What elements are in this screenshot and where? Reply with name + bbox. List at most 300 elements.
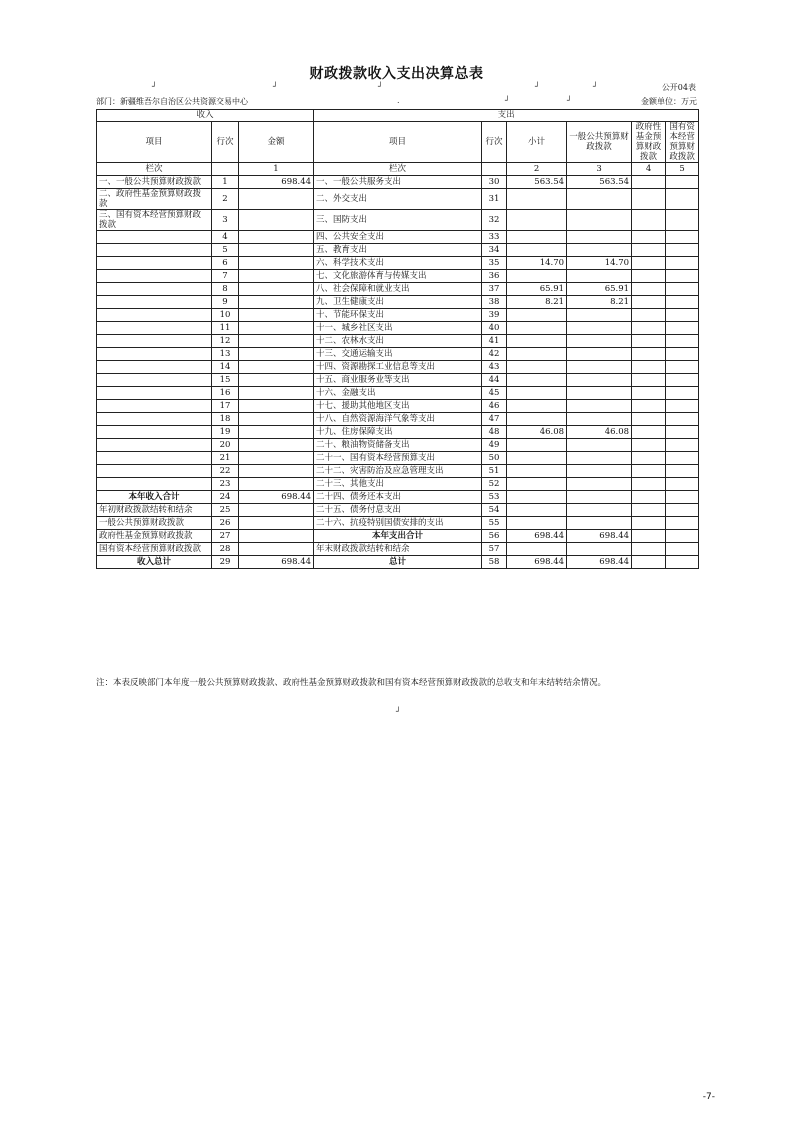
col-index-cell [482, 163, 507, 176]
state-capital-cell [666, 426, 699, 439]
gov-fund-cell [632, 478, 666, 491]
expense-item-cell: 二、外交支出 [314, 189, 482, 210]
table-row [97, 189, 699, 210]
table-row [97, 322, 699, 335]
state-capital-cell [666, 452, 699, 465]
state-capital-cell [666, 348, 699, 361]
income-item-cell: 国有资本经营预算财政拨款 [97, 543, 212, 556]
income-amount-cell [239, 210, 314, 231]
subtotal-cell [507, 465, 567, 478]
page-number: -7- [702, 1092, 715, 1102]
table-row [97, 426, 699, 439]
income-line-cell: 27 [212, 530, 239, 543]
subtotal-cell [507, 361, 567, 374]
subtotal-cell: 46.08 [507, 426, 567, 439]
general-budget-cell [567, 335, 632, 348]
subtotal-header: 小计 [507, 122, 567, 163]
income-line-cell: 23 [212, 478, 239, 491]
income-amount-cell [239, 374, 314, 387]
gov-fund-cell [632, 309, 666, 322]
subtotal-cell [507, 270, 567, 283]
state-capital-cell [666, 504, 699, 517]
income-amount-cell [239, 309, 314, 322]
general-budget-cell [567, 400, 632, 413]
income-amount-cell [239, 361, 314, 374]
expense-item-cell: 十四、资源勘探工业信息等支出 [314, 361, 482, 374]
footnote: 注：本表反映部门本年度一般公共预算财政拨款、政府性基金预算财政拨款和国有资本经营预算财政拨款的总收支和年末结转结余情况。 [96, 678, 607, 688]
table-row [97, 556, 699, 569]
state-capital-cell [666, 491, 699, 504]
income-item-cell [97, 387, 212, 400]
table-row [97, 452, 699, 465]
income-item-cell [97, 374, 212, 387]
gov-fund-cell [632, 322, 666, 335]
table-row [97, 374, 699, 387]
expense-item-cell: 六、科学技术支出 [314, 257, 482, 270]
expense-item-cell: 四、公共安全支出 [314, 231, 482, 244]
table-row [97, 478, 699, 491]
state-capital-cell [666, 270, 699, 283]
expense-line-cell: 56 [482, 530, 507, 543]
income-amount-cell [239, 517, 314, 530]
expense-line-cell: 35 [482, 257, 507, 270]
income-item-cell [97, 465, 212, 478]
income-line-cell: 6 [212, 257, 239, 270]
general-budget-cell [567, 543, 632, 556]
general-budget-cell [567, 348, 632, 361]
income-line-cell: 18 [212, 413, 239, 426]
stray-mark: ┘ [273, 82, 278, 91]
expense-item-cell: 五、教育支出 [314, 244, 482, 257]
expense-line-cell: 41 [482, 335, 507, 348]
table-row [97, 491, 699, 504]
general-budget-cell [567, 465, 632, 478]
gov-fund-cell [632, 543, 666, 556]
gov-fund-cell [632, 387, 666, 400]
income-line-cell: 14 [212, 361, 239, 374]
income-item-cell [97, 283, 212, 296]
income-line-cell: 8 [212, 283, 239, 296]
subtotal-cell [507, 452, 567, 465]
income-line-cell: 19 [212, 426, 239, 439]
col-index-cell: 4 [632, 163, 666, 176]
col-index-cell: 1 [239, 163, 314, 176]
expense-item-cell: 本年支出合计 [314, 530, 482, 543]
state-capital-cell [666, 413, 699, 426]
general-budget-cell [567, 413, 632, 426]
table-row [97, 465, 699, 478]
subtotal-cell [507, 439, 567, 452]
income-amount-cell [239, 530, 314, 543]
gov-fund-cell [632, 413, 666, 426]
income-amount-cell: 698.44 [239, 491, 314, 504]
gov-fund-cell [632, 530, 666, 543]
expense-line-cell: 47 [482, 413, 507, 426]
income-line-header: 行次 [212, 122, 239, 163]
subtotal-cell [507, 244, 567, 257]
expense-line-cell: 45 [482, 387, 507, 400]
expense-item-cell: 十八、自然资源海洋气象等支出 [314, 413, 482, 426]
state-capital-cell [666, 296, 699, 309]
expense-line-cell: 38 [482, 296, 507, 309]
stray-mark: ┘ [396, 707, 401, 716]
expense-item-cell: 七、文化旅游体育与传媒支出 [314, 270, 482, 283]
income-line-cell: 13 [212, 348, 239, 361]
table-row [97, 210, 699, 231]
general-budget-cell: 698.44 [567, 530, 632, 543]
expense-line-cell: 48 [482, 426, 507, 439]
expense-item-cell: 二十二、灾害防治及应急管理支出 [314, 465, 482, 478]
income-line-cell: 29 [212, 556, 239, 569]
subtotal-cell [507, 210, 567, 231]
gov-fund-cell [632, 189, 666, 210]
income-amount-cell [239, 504, 314, 517]
general-budget-cell [567, 478, 632, 491]
subtotal-cell: 563.54 [507, 176, 567, 189]
subtotal-cell: 8.21 [507, 296, 567, 309]
income-amount-cell: 698.44 [239, 176, 314, 189]
income-line-cell: 15 [212, 374, 239, 387]
table-body [97, 176, 699, 569]
stray-mark: ┘ [593, 82, 598, 91]
income-item-cell: 三、国有资本经营预算财政拨款 [97, 210, 212, 231]
state-capital-cell [666, 439, 699, 452]
expense-line-cell: 34 [482, 244, 507, 257]
income-amount-cell [239, 283, 314, 296]
page-title: 财政拨款收入支出决算总表 [309, 66, 484, 82]
income-amount-cell [239, 322, 314, 335]
income-item-cell [97, 231, 212, 244]
income-item-cell [97, 439, 212, 452]
income-item-cell: 一般公共预算财政拨款 [97, 517, 212, 530]
table-row [97, 543, 699, 556]
state-capital-cell [666, 465, 699, 478]
income-line-cell: 16 [212, 387, 239, 400]
gov-fund-cell [632, 556, 666, 569]
expense-item-cell: 十七、援助其他地区支出 [314, 400, 482, 413]
general-budget-cell [567, 210, 632, 231]
general-budget-cell [567, 361, 632, 374]
table-row [97, 361, 699, 374]
subtotal-cell [507, 517, 567, 530]
state-capital-cell [666, 257, 699, 270]
income-line-cell: 1 [212, 176, 239, 189]
income-item-cell [97, 452, 212, 465]
stray-mark: ┘ [567, 96, 572, 105]
income-line-cell: 22 [212, 465, 239, 478]
expense-item-cell: 二十四、债务还本支出 [314, 491, 482, 504]
expense-item-cell: 二十一、国有资本经营预算支出 [314, 452, 482, 465]
income-amount-cell [239, 465, 314, 478]
expense-item-cell: 十六、金融支出 [314, 387, 482, 400]
income-amount-cell [239, 335, 314, 348]
expense-item-cell: 十五、商业服务业等支出 [314, 374, 482, 387]
gov-fund-cell [632, 361, 666, 374]
stray-mark: . [397, 96, 400, 105]
state-capital-cell [666, 387, 699, 400]
income-amount-cell [239, 231, 314, 244]
stray-mark: ┘ [378, 82, 383, 91]
gov-fund-cell [632, 210, 666, 231]
subtotal-cell [507, 400, 567, 413]
subtotal-cell [507, 309, 567, 322]
expense-line-cell: 33 [482, 231, 507, 244]
gov-fund-cell [632, 231, 666, 244]
state-capital-cell [666, 244, 699, 257]
income-item-cell [97, 257, 212, 270]
table-row [97, 530, 699, 543]
expense-line-cell: 46 [482, 400, 507, 413]
gov-fund-cell [632, 517, 666, 530]
gov-fund-cell [632, 244, 666, 257]
subtotal-cell [507, 543, 567, 556]
income-line-cell: 3 [212, 210, 239, 231]
col-index-cell: 5 [666, 163, 699, 176]
income-line-cell: 4 [212, 231, 239, 244]
gov-fund-cell [632, 176, 666, 189]
expense-line-cell: 52 [482, 478, 507, 491]
col-index-label: 栏次 [314, 163, 482, 176]
state-capital-cell [666, 361, 699, 374]
stray-mark: ┘ [152, 82, 157, 91]
expense-line-cell: 37 [482, 283, 507, 296]
income-item-cell: 年初财政拨款结转和结余 [97, 504, 212, 517]
table-row [97, 387, 699, 400]
table-row [97, 296, 699, 309]
income-line-cell: 2 [212, 189, 239, 210]
income-line-cell: 26 [212, 517, 239, 530]
general-budget-header: 一般公共预算财政拨款 [567, 122, 632, 163]
unit-label: 金额单位：万元 [641, 97, 697, 106]
table-row [97, 283, 699, 296]
income-item-cell: 政府性基金预算财政拨款 [97, 530, 212, 543]
general-budget-cell [567, 452, 632, 465]
budget-summary-table [96, 109, 699, 569]
subtotal-cell [507, 413, 567, 426]
income-item-cell: 本年收入合计 [97, 491, 212, 504]
expense-item-cell: 十一、城乡社区支出 [314, 322, 482, 335]
general-budget-cell: 8.21 [567, 296, 632, 309]
subtotal-cell: 698.44 [507, 556, 567, 569]
general-budget-cell: 14.70 [567, 257, 632, 270]
table-row [97, 257, 699, 270]
expense-item-cell: 二十五、债务付息支出 [314, 504, 482, 517]
state-capital-cell [666, 543, 699, 556]
expense-item-cell: 年末财政拨款结转和结余 [314, 543, 482, 556]
gov-fund-cell [632, 426, 666, 439]
table-row [97, 400, 699, 413]
expense-line-cell: 50 [482, 452, 507, 465]
subtotal-cell [507, 335, 567, 348]
income-item-cell [97, 400, 212, 413]
expense-line-cell: 54 [482, 504, 507, 517]
income-amount-cell [239, 257, 314, 270]
subtotal-cell: 65.91 [507, 283, 567, 296]
general-budget-cell [567, 439, 632, 452]
subtotal-cell [507, 504, 567, 517]
table-row [97, 309, 699, 322]
income-amount-cell [239, 543, 314, 556]
stray-mark: ┘ [505, 96, 510, 105]
general-budget-cell: 563.54 [567, 176, 632, 189]
general-budget-cell: 65.91 [567, 283, 632, 296]
income-amount-cell: 698.44 [239, 556, 314, 569]
expense-line-cell: 55 [482, 517, 507, 530]
income-item-cell [97, 244, 212, 257]
income-line-cell: 20 [212, 439, 239, 452]
gov-fund-cell [632, 348, 666, 361]
income-line-cell: 7 [212, 270, 239, 283]
table-row [97, 244, 699, 257]
state-capital-header: 国有资本经营预算财政拨款 [666, 122, 699, 163]
income-item-cell [97, 426, 212, 439]
general-budget-cell [567, 270, 632, 283]
state-capital-cell [666, 189, 699, 210]
expense-item-cell: 十三、交通运输支出 [314, 348, 482, 361]
gov-fund-cell [632, 335, 666, 348]
state-capital-cell [666, 400, 699, 413]
expense-line-cell: 42 [482, 348, 507, 361]
income-amount-cell [239, 387, 314, 400]
expense-item-cell: 十九、住房保障支出 [314, 426, 482, 439]
expense-line-cell: 58 [482, 556, 507, 569]
subtotal-cell [507, 387, 567, 400]
subtotal-cell: 14.70 [507, 257, 567, 270]
expense-line-cell: 57 [482, 543, 507, 556]
general-budget-cell [567, 504, 632, 517]
expense-line-header: 行次 [482, 122, 507, 163]
income-line-cell: 11 [212, 322, 239, 335]
general-budget-cell: 46.08 [567, 426, 632, 439]
income-line-cell: 25 [212, 504, 239, 517]
income-item-header: 项目 [97, 122, 212, 163]
col-index-cell: 2 [507, 163, 567, 176]
col-index-label: 栏次 [97, 163, 212, 176]
income-line-cell: 28 [212, 543, 239, 556]
state-capital-cell [666, 374, 699, 387]
table-row [97, 504, 699, 517]
gov-fund-cell [632, 452, 666, 465]
expense-item-cell: 一、一般公共服务支出 [314, 176, 482, 189]
subtotal-cell [507, 189, 567, 210]
income-item-cell: 二、政府性基金预算财政拨款 [97, 189, 212, 210]
income-item-cell [97, 348, 212, 361]
income-line-cell: 9 [212, 296, 239, 309]
expense-line-cell: 49 [482, 439, 507, 452]
expense-line-cell: 53 [482, 491, 507, 504]
stray-mark: ┘ [535, 82, 540, 91]
expense-line-cell: 39 [482, 309, 507, 322]
income-amount-header: 金额 [239, 122, 314, 163]
income-item-cell [97, 270, 212, 283]
income-amount-cell [239, 296, 314, 309]
gov-fund-cell [632, 491, 666, 504]
expense-line-cell: 30 [482, 176, 507, 189]
state-capital-cell [666, 322, 699, 335]
state-capital-cell [666, 556, 699, 569]
gov-fund-cell [632, 400, 666, 413]
expense-item-cell: 二十六、抗疫特别国债安排的支出 [314, 517, 482, 530]
general-budget-cell [567, 374, 632, 387]
state-capital-cell [666, 309, 699, 322]
state-capital-cell [666, 176, 699, 189]
income-item-cell [97, 361, 212, 374]
general-budget-cell [567, 189, 632, 210]
gov-fund-cell [632, 465, 666, 478]
subtotal-cell: 698.44 [507, 530, 567, 543]
general-budget-cell [567, 322, 632, 335]
subtotal-cell [507, 348, 567, 361]
expense-line-cell: 43 [482, 361, 507, 374]
general-budget-cell [567, 244, 632, 257]
income-item-cell: 一、一般公共预算财政拨款 [97, 176, 212, 189]
col-index-cell [212, 163, 239, 176]
general-budget-cell [567, 231, 632, 244]
income-line-cell: 21 [212, 452, 239, 465]
expense-line-cell: 44 [482, 374, 507, 387]
subtotal-cell [507, 374, 567, 387]
expense-item-cell: 九、卫生健康支出 [314, 296, 482, 309]
gov-fund-cell [632, 283, 666, 296]
income-header: 收入 [97, 110, 314, 122]
state-capital-cell [666, 517, 699, 530]
expense-item-cell: 八、社会保障和就业支出 [314, 283, 482, 296]
general-budget-cell [567, 309, 632, 322]
table-row [97, 176, 699, 189]
expense-line-cell: 31 [482, 189, 507, 210]
state-capital-cell [666, 210, 699, 231]
income-line-cell: 24 [212, 491, 239, 504]
state-capital-cell [666, 231, 699, 244]
table-row [97, 517, 699, 530]
income-amount-cell [239, 413, 314, 426]
expense-item-cell: 总计 [314, 556, 482, 569]
income-item-cell [97, 413, 212, 426]
income-item-cell [97, 322, 212, 335]
subtotal-cell [507, 322, 567, 335]
subtotal-cell [507, 478, 567, 491]
expense-header: 支出 [314, 110, 699, 122]
expense-item-cell: 二十三、其他支出 [314, 478, 482, 491]
income-line-cell: 5 [212, 244, 239, 257]
income-item-cell [97, 296, 212, 309]
expense-line-cell: 40 [482, 322, 507, 335]
subtotal-cell [507, 491, 567, 504]
expense-item-cell: 三、国防支出 [314, 210, 482, 231]
expense-item-cell: 二十、粮油物资储备支出 [314, 439, 482, 452]
income-line-cell: 10 [212, 309, 239, 322]
income-item-cell [97, 335, 212, 348]
income-amount-cell [239, 244, 314, 257]
expense-item-cell: 十、节能环保支出 [314, 309, 482, 322]
gov-fund-cell [632, 257, 666, 270]
table-row [97, 348, 699, 361]
income-amount-cell [239, 270, 314, 283]
state-capital-cell [666, 283, 699, 296]
state-capital-cell [666, 530, 699, 543]
expense-line-cell: 32 [482, 210, 507, 231]
col-index-cell: 3 [567, 163, 632, 176]
income-amount-cell [239, 452, 314, 465]
state-capital-cell [666, 335, 699, 348]
table-row [97, 413, 699, 426]
general-budget-cell [567, 387, 632, 400]
general-budget-cell [567, 517, 632, 530]
subtotal-cell [507, 231, 567, 244]
table-row [97, 270, 699, 283]
department-label: 部门：新疆维吾尔自治区公共资源交易中心 [96, 97, 248, 106]
expense-item-cell: 十二、农林水支出 [314, 335, 482, 348]
